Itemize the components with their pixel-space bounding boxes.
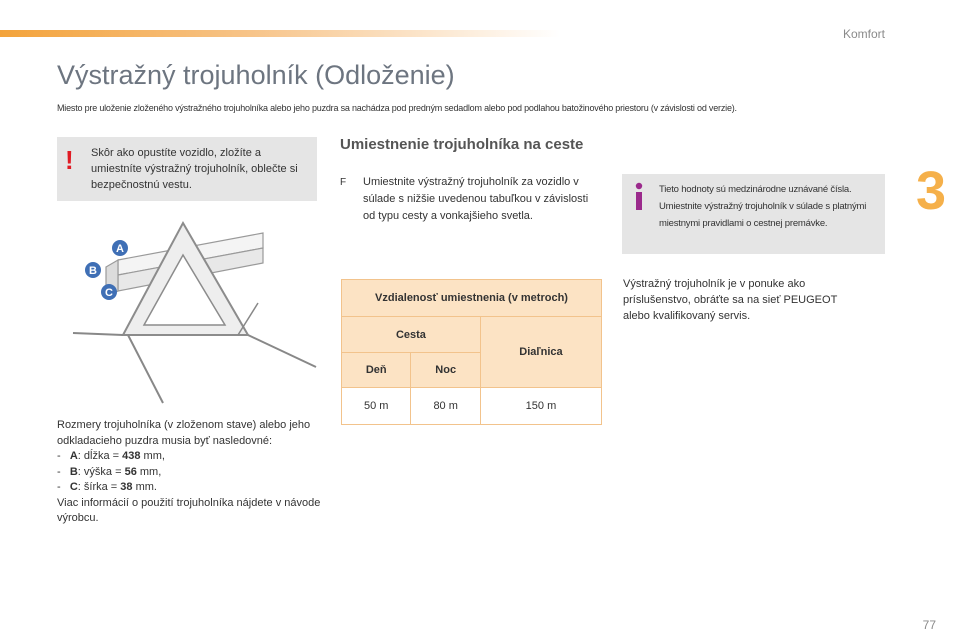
accessory-text: Výstražný trojuholník je v ponuke ako príslušenstvo, obráťte sa na sieť PEUGEOT alebo kvalifikovaný servis. bbox=[623, 278, 838, 322]
badge-b-label: B bbox=[89, 265, 97, 277]
info-text: Tieto hodnoty sú medzinárodne uznávané čísla. Umiestnite výstražný trojuholník v súlade s platnými miestnymi pravidlami o cestnej premávke. bbox=[659, 184, 867, 229]
intro-text: Miesto pre uloženie zloženého výstražného trojuholníka alebo jeho puzdra sa nachádza pod predným sedadlom alebo pod podlahou batožinového priestoru (v závislosti od verzie). bbox=[57, 103, 737, 113]
placement-text: Umiestnite výstražný trojuholník za vozidlo v súlade s nižšie uvedenou tabuľkou v závislosti od typu cesty a vonkajšieho svetla. bbox=[363, 176, 589, 222]
warning-text: Skôr ako opustíte vozidlo, zložíte a umiestníte výstražný trojuholník, oblečte si bezpečnostnú vestu. bbox=[91, 147, 298, 191]
chapter-number: 3 bbox=[915, 161, 946, 221]
warning-box bbox=[57, 137, 317, 201]
warning-triangle-illustration bbox=[68, 215, 318, 410]
table-header-night: Noc bbox=[411, 353, 480, 388]
table-cell-highway: 150 m bbox=[480, 388, 601, 425]
table-cell-day: 50 m bbox=[342, 388, 411, 425]
leg-front bbox=[128, 335, 163, 403]
accent-bar bbox=[0, 30, 560, 37]
dimensions-intro: Rozmery trojuholníka (v zloženom stave) alebo jeho odkladacieho puzdra musia byť nasledovné: bbox=[57, 419, 311, 447]
dimensions-text bbox=[57, 418, 322, 527]
badge-a-label: A bbox=[116, 243, 124, 255]
leg-brace bbox=[238, 303, 258, 335]
table-row bbox=[342, 388, 602, 425]
distance-table bbox=[341, 279, 602, 425]
badge-c-label: C bbox=[105, 287, 113, 299]
dimensions-outro: Viac informácií o použití trojuholníka nájdete v návode výrobcu. bbox=[57, 496, 321, 524]
table-header-road: Cesta bbox=[342, 317, 481, 353]
info-box bbox=[622, 174, 885, 254]
table-cell-night: 80 m bbox=[411, 388, 480, 425]
section-label: Komfort bbox=[842, 27, 885, 41]
leg-right bbox=[248, 335, 316, 367]
page-title: Výstražný trojuholník (Odloženie) bbox=[57, 60, 455, 90]
placement-heading: Umiestnenie trojuholníka na ceste bbox=[340, 136, 584, 153]
table-title: Vzdialenosť umiestnenia (v metroch) bbox=[342, 280, 602, 317]
table-header-highway: Diaľnica bbox=[480, 317, 601, 388]
warning-icon: ! bbox=[65, 145, 74, 175]
placement-bullet bbox=[340, 174, 600, 225]
dimension-item-b: - B: výška = 56 mm, bbox=[57, 465, 162, 478]
leg-left bbox=[73, 333, 123, 335]
page-number: 77 bbox=[922, 618, 936, 632]
info-icon bbox=[632, 182, 646, 212]
table-header-day: Deň bbox=[342, 353, 411, 388]
dimension-item-c: - C: šírka = 38 mm. bbox=[57, 481, 157, 493]
checkbox-icon: F bbox=[340, 177, 347, 188]
dimension-item-a: - A: dĺžka = 438 mm, bbox=[57, 450, 165, 462]
